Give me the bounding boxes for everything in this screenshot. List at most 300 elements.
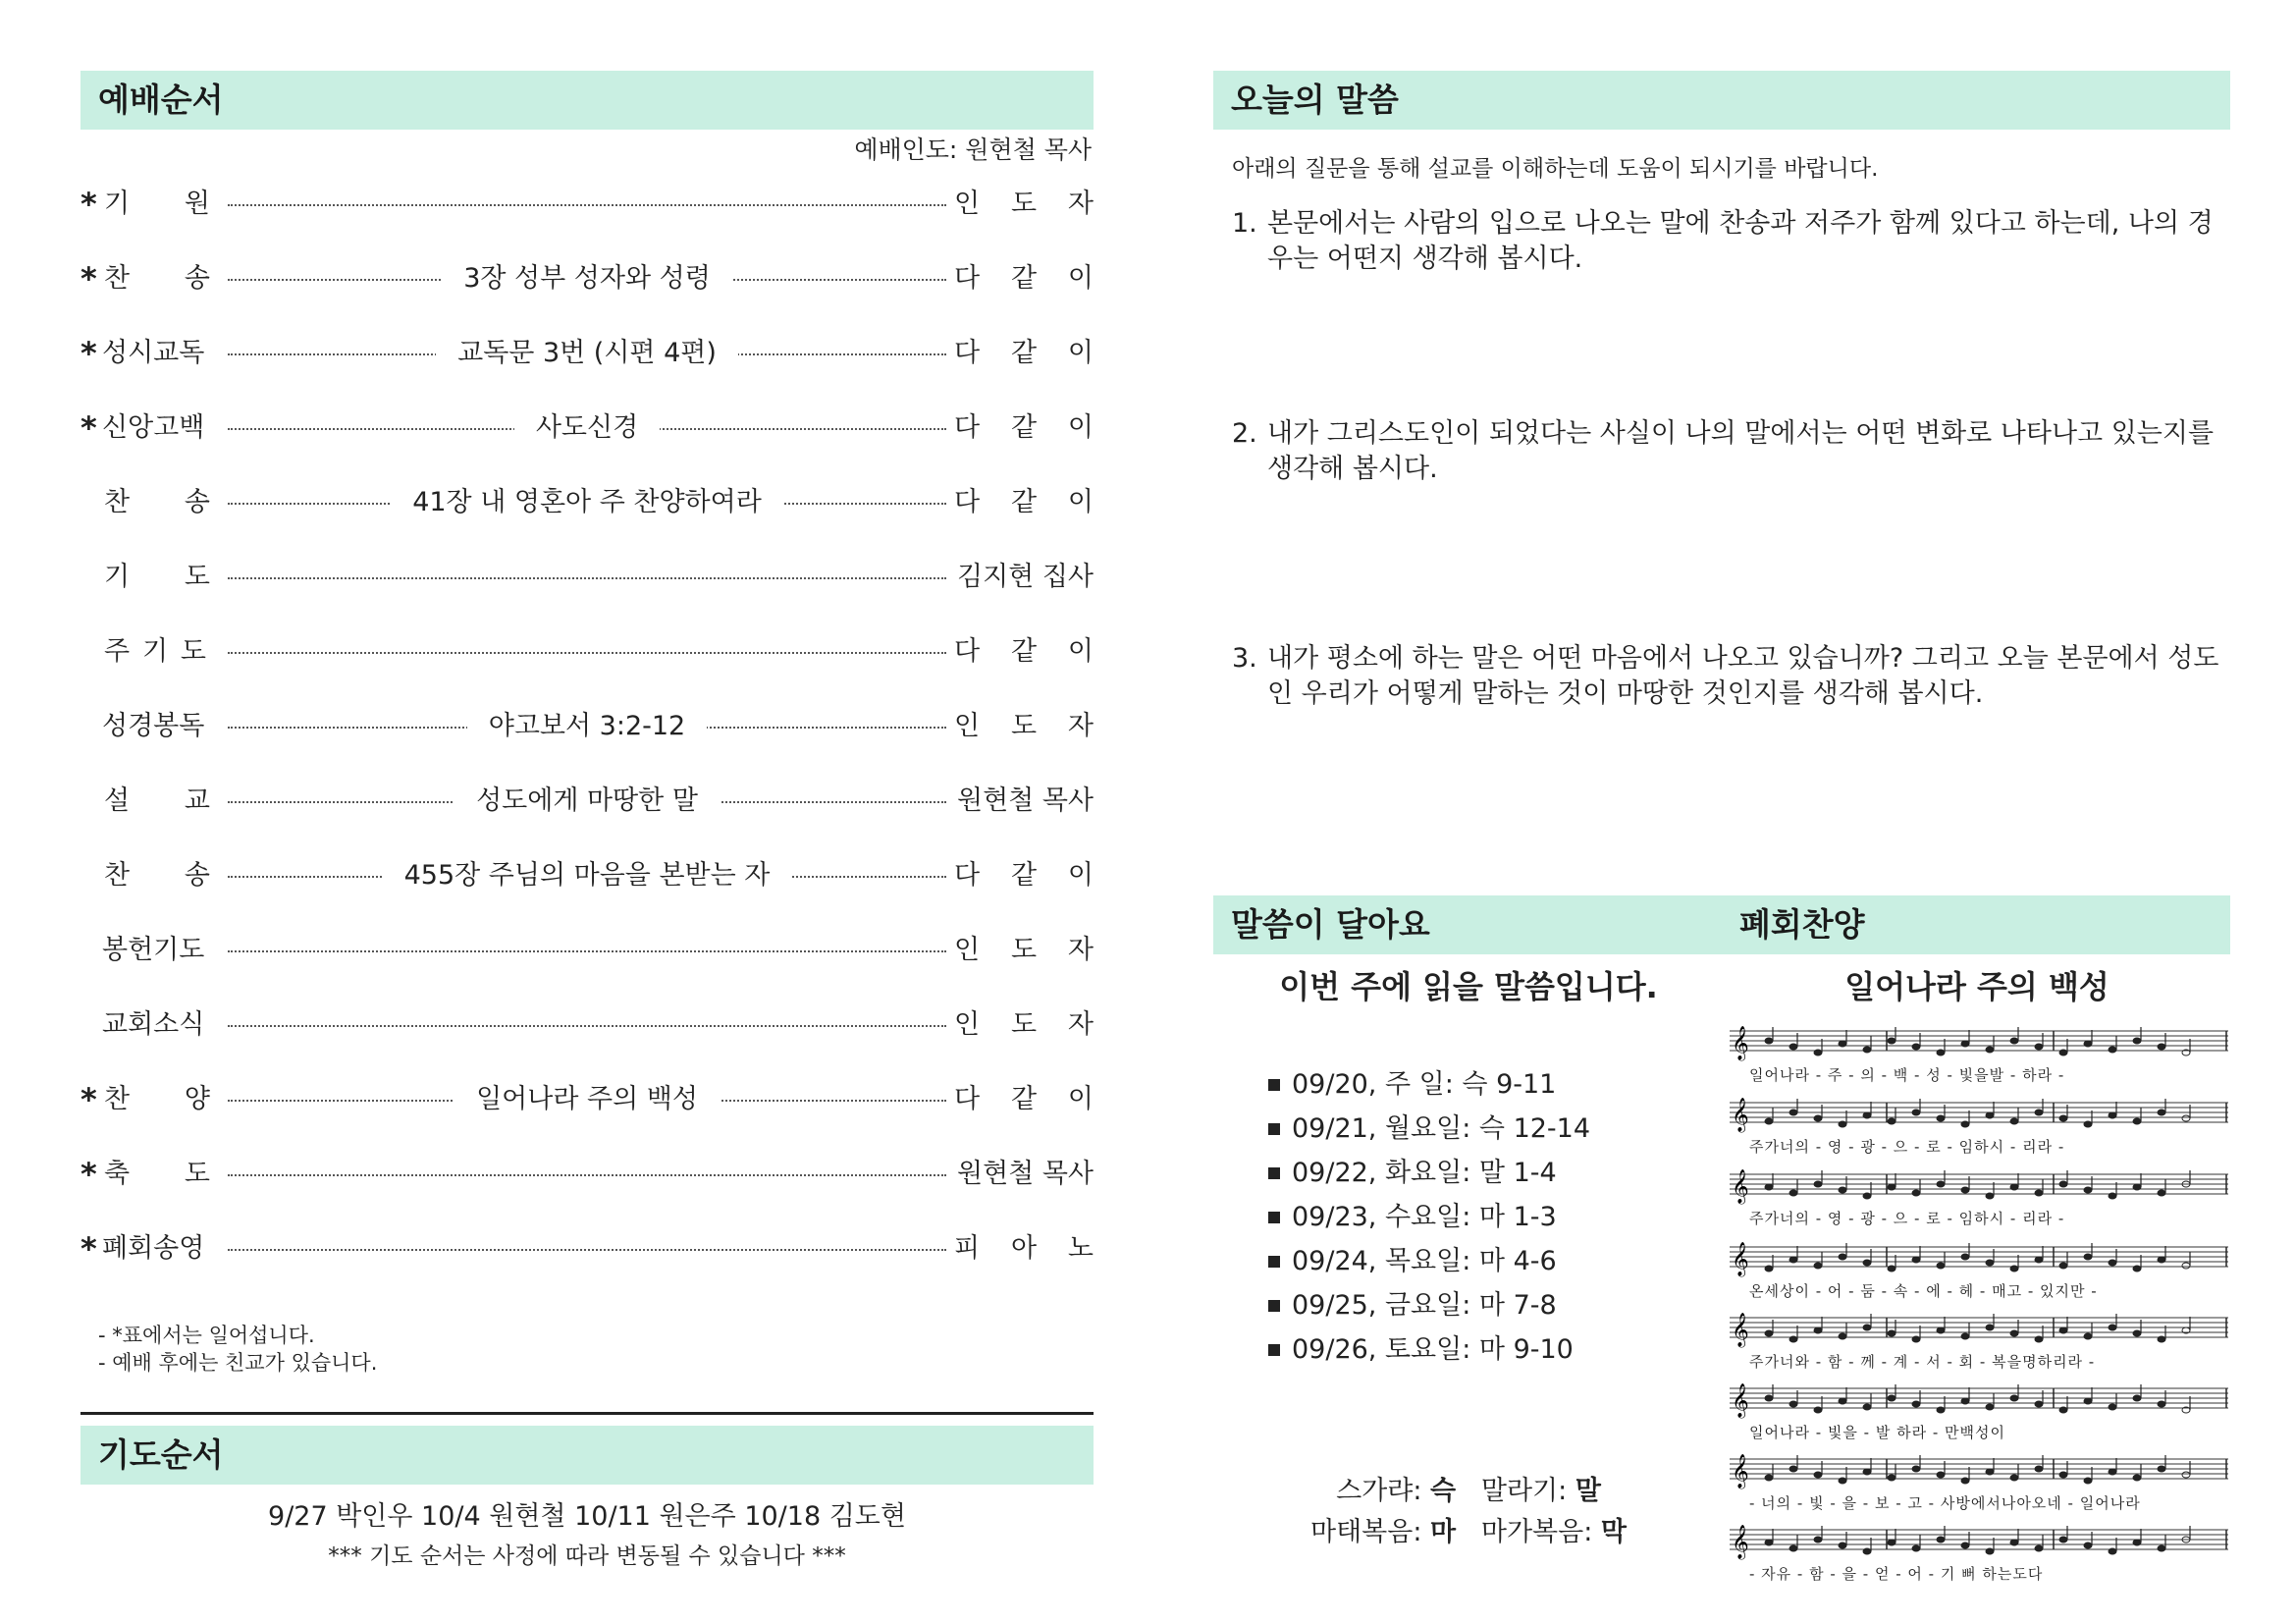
order-item-name: 신앙고백: [102, 412, 205, 443]
note-icon: [1912, 1190, 1920, 1196]
note-icon: [1937, 1050, 1945, 1056]
list-item: 09/22, 화요일: 말 1-4: [1268, 1151, 1590, 1195]
order-name-char: 찬: [104, 487, 131, 517]
hymn-lyric: 일어나라 - 빛을 - 발 하라 - 만백성이: [1749, 1424, 2005, 1441]
note-icon: [2059, 1537, 2067, 1543]
order-item-name: [104, 1083, 210, 1116]
order-name-char: 기: [104, 189, 131, 219]
order-name-char: 송: [184, 487, 210, 517]
worship-order-header: 예배순서: [80, 71, 1094, 130]
order-person: [954, 934, 1094, 967]
note-icon: [1961, 1478, 1969, 1484]
note-icon: [1937, 1115, 1945, 1121]
order-row: [80, 180, 1094, 229]
question-text: 본문에서는 사람의 입으로 나오는 말에 찬송과 저주가 함께 있다고 하는데, 나의 경우는 어떤지 생각해 봅시다.: [1267, 208, 2214, 274]
note-icon: [1839, 1398, 1846, 1404]
note-icon: [1765, 1118, 1773, 1124]
note-icon: [2010, 1540, 2018, 1545]
order-item-title: 교독문 3번 (시편 4편): [228, 337, 946, 370]
order-person-char: 자: [1067, 1009, 1094, 1040]
note-icon: [1814, 1407, 1822, 1413]
note-icon: [1765, 1184, 1773, 1190]
note-icon: [1863, 1193, 1871, 1199]
order-item-name: [104, 785, 210, 818]
note-icon: [1814, 1115, 1822, 1121]
note-icon: [2059, 1050, 2067, 1056]
closing-hymn-name: 일어나라 주의 백성: [1844, 968, 2109, 1005]
order-person-char: 이: [1067, 263, 1094, 294]
note-icon: [2133, 1118, 2141, 1124]
order-name-char: 기: [104, 562, 131, 592]
note-icon: [1839, 1121, 1846, 1127]
reading-list: [1268, 1062, 1590, 1372]
order-person-char: 같: [1010, 338, 1038, 368]
order-item-name: 폐회송영: [102, 1233, 205, 1264]
order-row: [80, 627, 1094, 677]
order-person-char: 도: [1010, 935, 1038, 965]
note-icon: [2059, 1407, 2067, 1413]
sermon-intro: 아래의 질문을 통해 설교를 이해하는데 도움이 되시기를 바랍니다.: [1232, 156, 1879, 182]
hymn-lyric: 온세상이 - 어 - 둠 - 속 - 에 - 헤 - 매고 - 있지만 -: [1749, 1282, 2098, 1300]
note-icon: [1863, 1404, 1871, 1410]
treble-clef-icon: 𝄞: [1732, 1525, 1749, 1559]
treble-clef-icon: 𝄞: [1732, 1383, 1749, 1418]
stand-marker: *: [80, 335, 97, 372]
prayer-order-header: 기도순서: [80, 1426, 1094, 1485]
order-person-char: 같: [1010, 860, 1038, 891]
note-icon: [2010, 1475, 2018, 1481]
order-row: [80, 404, 1094, 453]
note-icon: [2133, 1184, 2141, 1190]
stand-marker: *: [80, 260, 97, 298]
order-person-char: 같: [1010, 1084, 1038, 1114]
order-person: 김지현 집사: [957, 562, 1094, 592]
order-notes: [98, 1322, 377, 1377]
note-icon: [2133, 1540, 2141, 1545]
note-icon: [1863, 1047, 1871, 1053]
order-name-char: 축: [104, 1159, 131, 1189]
note-icon: [1937, 1407, 1945, 1413]
music-staff: [1730, 1520, 2230, 1589]
note-icon: [1888, 1540, 1896, 1545]
order-item-title: 3장 성부 성자와 성령: [228, 262, 946, 296]
note-icon: [2109, 1404, 2116, 1410]
note-icon: [1986, 1260, 1994, 1266]
note-icon: [1789, 1401, 1797, 1407]
staff-lines: [1730, 1520, 2230, 1563]
note-icon: [1765, 1475, 1773, 1481]
bullet-icon: [1268, 1123, 1280, 1135]
staff-lines: [1730, 1449, 2230, 1492]
order-person: [954, 262, 1094, 296]
order-row: [80, 1150, 1094, 1199]
order-person: [954, 411, 1094, 445]
reading-plan-title: 말씀이 달아요: [1231, 905, 1430, 944]
order-item-name: 성경봉독: [102, 711, 205, 741]
note-icon: [1961, 1333, 1969, 1339]
note-icon: [2035, 1545, 2043, 1551]
order-name-char: 송: [184, 860, 210, 891]
order-item-title: 야고보서 3:2-12: [228, 710, 946, 743]
note-icon: [1789, 1336, 1797, 1342]
order-row: [80, 1075, 1094, 1124]
note-icon: [1814, 1181, 1822, 1187]
note-icon: [1888, 1475, 1896, 1481]
sermon-question: [1232, 206, 2231, 277]
order-row: [80, 254, 1094, 303]
note-icon: [1986, 1469, 1994, 1475]
bullet-icon: [1268, 1344, 1280, 1356]
note-icon: [2109, 1325, 2116, 1330]
order-person-char: 이: [1067, 487, 1094, 517]
note-icon: [1863, 1260, 1871, 1266]
dotted-leader: [228, 652, 946, 654]
list-item: 09/24, 목요일: 마 4-6: [1268, 1239, 1590, 1283]
bullet-icon: [1268, 1079, 1280, 1091]
staff-lines: [1730, 1308, 2230, 1351]
note-icon: [1912, 1466, 1920, 1472]
order-note: - 예배 후에는 친교가 있습니다.: [98, 1351, 378, 1375]
note-icon: [2010, 1395, 2018, 1401]
order-person: [954, 1232, 1094, 1266]
note-icon: [2035, 1401, 2043, 1407]
order-name-char: 설: [104, 785, 131, 816]
order-row: [80, 777, 1094, 826]
note-icon: [2133, 1038, 2141, 1044]
note-icon: [2010, 1330, 2018, 1336]
note-icon: [2109, 1112, 2116, 1118]
order-person-char: 노: [1067, 1233, 1094, 1264]
note-icon: [2084, 1187, 2092, 1193]
note-icon: [2059, 1115, 2067, 1121]
note-icon: [1863, 1548, 1871, 1554]
note-icon: [2010, 1118, 2018, 1124]
note-icon: [1986, 1193, 1994, 1199]
note-icon: [2158, 1545, 2165, 1551]
note-icon: [1863, 1112, 1871, 1118]
order-item-title: 일어나라 주의 백성: [228, 1083, 946, 1116]
note-icon: [1789, 1466, 1797, 1472]
note-icon: [1814, 1050, 1822, 1056]
order-person-char: 아: [1010, 1233, 1038, 1264]
order-name-char: 도: [184, 1159, 210, 1189]
note-icon: [2084, 1398, 2092, 1404]
order-person: [954, 635, 1094, 669]
note-icon: [1888, 1330, 1896, 1336]
music-staff: [1730, 1449, 2230, 1518]
stand-marker: *: [80, 1081, 97, 1118]
note-icon: [1937, 1472, 1945, 1478]
staff-lines: [1730, 1093, 2230, 1136]
note-icon: [2035, 1110, 2043, 1115]
note-icon: [1937, 1327, 1945, 1333]
list-item: 09/26, 토요일: 마 9-10: [1268, 1327, 1590, 1372]
staff-lines: [1730, 1237, 2230, 1280]
music-staff: [1730, 1093, 2230, 1162]
dotted-leader: [228, 1174, 946, 1176]
note-icon: [2182, 1115, 2190, 1121]
order-person-char: 인: [954, 935, 981, 965]
staff-lines: [1730, 1379, 2230, 1422]
note-icon: [2158, 1044, 2165, 1050]
order-item-name: 성시교독: [102, 338, 205, 368]
order-item-title: 사도신경: [228, 411, 946, 445]
note-icon: [1814, 1263, 1822, 1269]
order-item-name: [104, 635, 206, 669]
order-person: [954, 188, 1094, 221]
note-icon: [2010, 1266, 2018, 1272]
order-item-name: 봉헌기도: [102, 935, 205, 965]
order-name-char: 송: [184, 263, 210, 294]
order-name-char: 찬: [104, 1084, 131, 1114]
stand-marker: *: [80, 1156, 97, 1193]
order-item-name: [104, 859, 210, 893]
order-person: [954, 1083, 1094, 1116]
note-icon: [1937, 1181, 1945, 1187]
note-icon: [2084, 1121, 2092, 1127]
bullet-icon: [1268, 1212, 1280, 1223]
order-person-char: 인: [954, 1009, 981, 1040]
order-person: [954, 337, 1094, 370]
note-icon: [2084, 1041, 2092, 1047]
order-name-char: 주: [104, 636, 131, 667]
sermon-question: [1232, 641, 2231, 712]
book-abbreviation: 스가랴: 슥 말라기: 말: [1336, 1476, 1601, 1506]
hymn-lyric: 주가너의 - 영 - 광 - 으 - 로 - 임하시 - 리라 -: [1749, 1138, 2065, 1156]
note-icon: [2035, 1466, 2043, 1472]
order-item-name: [104, 486, 210, 519]
prayer-schedule: 9/27 박인우 10/4 원현철 10/11 원은주 10/18 김도현: [268, 1501, 906, 1532]
closing-hymn-title: 폐회찬양: [1739, 905, 1865, 944]
note-icon: [1789, 1545, 1797, 1551]
note-icon: [1912, 1336, 1920, 1342]
sermon-header: 오늘의 말씀: [1213, 71, 2230, 130]
note-icon: [1789, 1044, 1797, 1050]
reading-plan-header: [1213, 895, 2230, 954]
note-icon: [2109, 1548, 2116, 1554]
list-item: 09/21, 월요일: 슥 12-14: [1268, 1107, 1590, 1151]
note-icon: [2035, 1044, 2043, 1050]
prayer-note: *** 기도 순서는 사정에 따라 변동될 수 있습니다 ***: [328, 1543, 846, 1569]
order-person-char: 다: [954, 860, 981, 891]
note-icon: [1912, 1545, 1920, 1551]
note-icon: [2059, 1472, 2067, 1478]
note-icon: [1814, 1327, 1822, 1333]
note-icon: [1888, 1395, 1896, 1401]
note-icon: [2158, 1190, 2165, 1196]
note-icon: [1961, 1121, 1969, 1127]
note-icon: [1839, 1041, 1846, 1047]
order-person: 원현철 목사: [957, 1159, 1094, 1189]
music-staff: [1730, 1308, 2230, 1377]
order-person-char: 이: [1067, 1084, 1094, 1114]
note-icon: [1961, 1398, 1969, 1404]
question-text: 내가 평소에 하는 말은 어떤 마음에서 나오고 있습니까? 그리고 오늘 본문에서 성도인 우리가 어떻게 말하는 것이 마땅한 것인지를 생각해 봅시다.: [1267, 643, 2219, 709]
order-row: [80, 851, 1094, 900]
note-icon: [1888, 1038, 1896, 1044]
divider: [80, 1412, 1094, 1415]
note-icon: [1986, 1112, 1994, 1118]
staff-lines: [1730, 1021, 2230, 1064]
note-icon: [2133, 1475, 2141, 1481]
treble-clef-icon: 𝄞: [1732, 1242, 1749, 1276]
hymn-lyric: 주가너의 - 영 - 광 - 으 - 로 - 임하시 - 리라 -: [1749, 1210, 2065, 1227]
note-icon: [2182, 1263, 2190, 1269]
dotted-leader: [228, 950, 946, 952]
order-person-char: 자: [1067, 935, 1094, 965]
reading-subtitle: 이번 주에 읽을 말씀입니다.: [1279, 968, 1658, 1005]
order-person-char: 이: [1067, 860, 1094, 891]
note-icon: [2158, 1257, 2165, 1263]
order-person-char: 이: [1067, 338, 1094, 368]
note-icon: [1789, 1110, 1797, 1115]
order-name-char: 찬: [104, 263, 131, 294]
treble-clef-icon: 𝄞: [1732, 1026, 1749, 1060]
order-person: [954, 859, 1094, 893]
stand-marker: *: [80, 186, 97, 223]
list-item: 09/20, 주 일: 슥 9-11: [1268, 1062, 1590, 1107]
treble-clef-icon: 𝄞: [1732, 1313, 1749, 1347]
order-person-char: 이: [1067, 636, 1094, 667]
order-person-char: 도: [1010, 711, 1038, 741]
stand-marker: *: [80, 1230, 97, 1268]
note-icon: [2010, 1038, 2018, 1044]
note-icon: [1986, 1548, 1994, 1554]
treble-clef-icon: 𝄞: [1732, 1098, 1749, 1132]
order-person-char: 다: [954, 263, 981, 294]
order-name-char: 기: [141, 636, 169, 667]
order-person-char: 다: [954, 487, 981, 517]
note-icon: [1789, 1257, 1797, 1263]
note-icon: [1937, 1263, 1945, 1269]
note-icon: [2084, 1333, 2092, 1339]
note-icon: [1765, 1395, 1773, 1401]
note-icon: [1839, 1543, 1846, 1548]
order-person: 원현철 목사: [957, 785, 1094, 816]
note-icon: [2109, 1193, 2116, 1199]
note-icon: [1961, 1254, 1969, 1260]
staff-lines: [1730, 1164, 2230, 1208]
treble-clef-icon: 𝄞: [1732, 1454, 1749, 1489]
order-item-title: 455장 주님의 마음을 본받는 자: [228, 859, 946, 893]
question-number: 3.: [1232, 643, 1257, 674]
worship-leader: 예배인도: 원현철 목사: [854, 135, 1092, 164]
list-item: 09/23, 수요일: 마 1-3: [1268, 1195, 1590, 1239]
order-person-char: 도: [1010, 189, 1038, 219]
order-row: [80, 478, 1094, 527]
order-person-char: 같: [1010, 412, 1038, 443]
order-name-char: 도: [184, 562, 210, 592]
order-person-char: 피: [954, 1233, 981, 1264]
hymn-lyric: 일어나라 - 주 - 의 - 백 - 성 - 빛을발 - 하라 -: [1749, 1066, 2065, 1084]
order-name-char: 찬: [104, 860, 131, 891]
note-icon: [2133, 1330, 2141, 1336]
question-number: 2.: [1232, 418, 1257, 449]
order-person-char: 같: [1010, 487, 1038, 517]
note-icon: [2059, 1181, 2067, 1187]
note-icon: [2109, 1260, 2116, 1266]
order-name-char: 교: [184, 785, 210, 816]
book-abbreviation: 마태복음: 마 마가복음: 막: [1310, 1517, 1627, 1547]
order-item-name: [104, 1158, 210, 1191]
music-staff: [1730, 1379, 2230, 1447]
note-icon: [2158, 1401, 2165, 1407]
treble-clef-icon: 𝄞: [1732, 1169, 1749, 1204]
music-staff: [1730, 1021, 2230, 1090]
order-person-char: 다: [954, 1084, 981, 1114]
note-icon: [2059, 1263, 2067, 1269]
note-icon: [2158, 1110, 2165, 1115]
order-row: [80, 329, 1094, 378]
note-icon: [1912, 1257, 1920, 1263]
note-icon: [1839, 1333, 1846, 1339]
note-icon: [2158, 1466, 2165, 1472]
order-person-char: 이: [1067, 412, 1094, 443]
note-icon: [1765, 1266, 1773, 1272]
note-icon: [2109, 1469, 2116, 1475]
note-icon: [1912, 1401, 1920, 1407]
music-staff: [1730, 1237, 2230, 1306]
order-item-name: 교회소식: [102, 1009, 205, 1040]
note-icon: [2010, 1184, 2018, 1190]
note-icon: [2158, 1336, 2165, 1342]
order-item-name: [104, 188, 210, 221]
stand-marker: *: [80, 409, 97, 447]
bullet-icon: [1268, 1167, 1280, 1179]
note-icon: [1839, 1478, 1846, 1484]
order-row: [80, 926, 1094, 975]
hymn-lyric: - 자유 - 함 - 을 - 얻 - 어 - 기 뻐 하는도다: [1749, 1565, 2044, 1583]
note-icon: [1961, 1187, 1969, 1193]
order-person-char: 같: [1010, 636, 1038, 667]
note-icon: [1765, 1540, 1773, 1545]
order-name-char: 양: [184, 1084, 210, 1114]
dotted-leader: [228, 1025, 946, 1027]
order-person-char: 다: [954, 412, 981, 443]
order-person: [954, 486, 1094, 519]
order-person-char: 인: [954, 189, 981, 219]
hymn-lyric: - 너의 - 빛 - 을 - 보 - 고 - 사방에서나아오네 - 일어나라: [1749, 1494, 2141, 1512]
note-icon: [2133, 1395, 2141, 1401]
question-text: 내가 그리스도인이 되었다는 사실이 나의 말에서는 어떤 변화로 나타나고 있는지를 생각해 봅시다.: [1267, 418, 2215, 484]
note-icon: [1839, 1254, 1846, 1260]
note-icon: [2084, 1478, 2092, 1484]
order-name-char: 원: [184, 189, 210, 219]
dotted-leader: [228, 1249, 946, 1251]
note-icon: [1961, 1041, 1969, 1047]
order-person: [954, 1008, 1094, 1042]
note-icon: [1986, 1047, 1994, 1053]
music-staff: [1730, 1164, 2230, 1233]
note-icon: [1765, 1038, 1773, 1044]
note-icon: [1789, 1190, 1797, 1196]
note-icon: [2059, 1327, 2067, 1333]
note-icon: [2035, 1336, 2043, 1342]
note-icon: [2035, 1257, 2043, 1263]
order-person-char: 자: [1067, 711, 1094, 741]
order-item-title: 성도에게 마땅한 말: [228, 785, 946, 818]
order-person: [954, 710, 1094, 743]
note-icon: [2035, 1190, 2043, 1196]
note-icon: [1863, 1325, 1871, 1330]
note-icon: [1937, 1537, 1945, 1543]
order-person-char: 다: [954, 636, 981, 667]
order-row: [80, 702, 1094, 751]
note-icon: [2084, 1543, 2092, 1548]
order-person-char: 자: [1067, 189, 1094, 219]
hymn-lyric: 주가너와 - 함 - 께 - 계 - 서 - 회 - 복을명하리라 -: [1749, 1353, 2096, 1371]
note-icon: [1912, 1110, 1920, 1115]
